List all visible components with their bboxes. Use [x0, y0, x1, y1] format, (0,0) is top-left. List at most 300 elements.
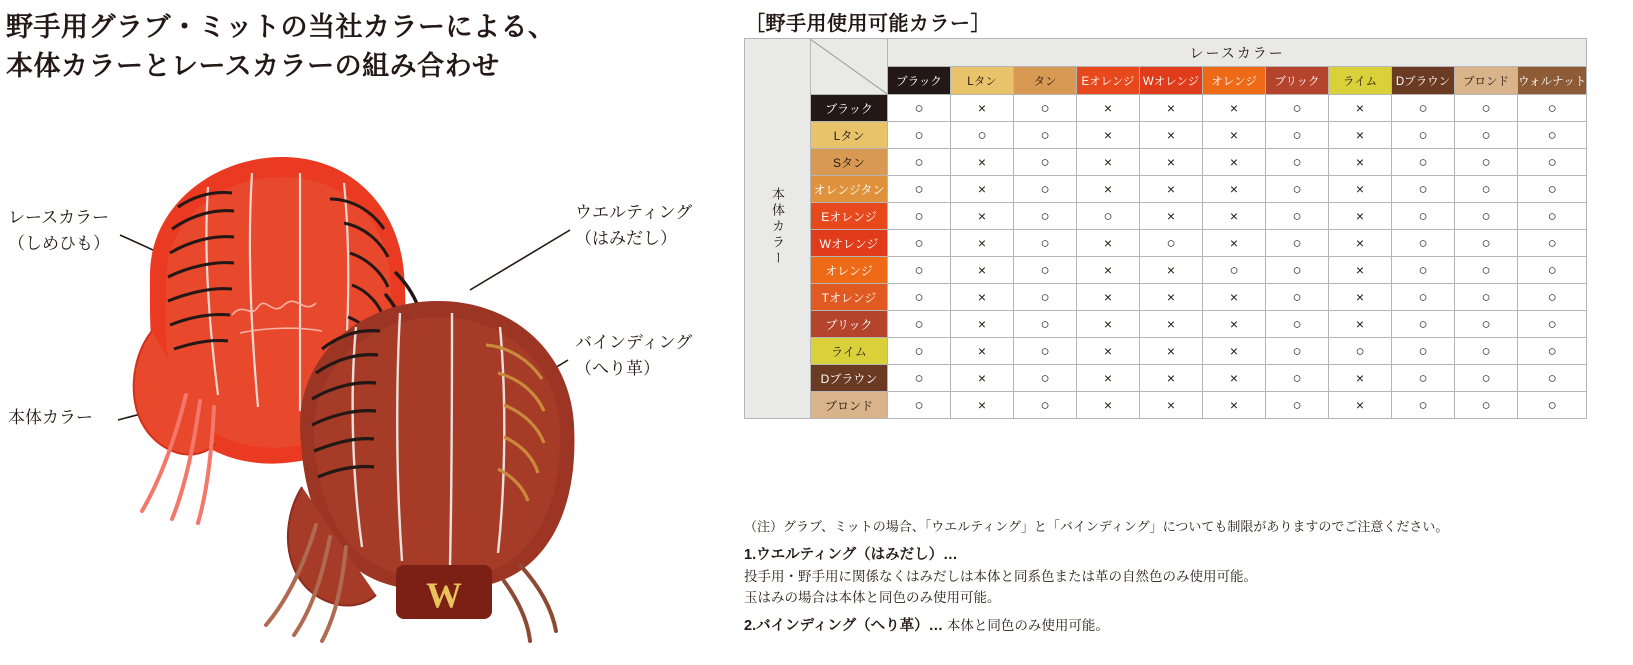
- cell-r9-c9: [1392, 311, 1455, 338]
- allowed-icon: ○: [1040, 154, 1050, 171]
- not-allowed-icon: ×: [1166, 208, 1176, 224]
- table-row: [745, 122, 1587, 149]
- allowed-icon: ○: [914, 343, 924, 360]
- cell-r7-c9: [1392, 257, 1455, 284]
- allowed-icon: ○: [1292, 208, 1302, 225]
- allowed-icon: ○: [1292, 235, 1302, 252]
- cell-r2-c3: [1014, 122, 1077, 149]
- cell-r1-c11: [1518, 95, 1587, 122]
- row-header-4: オレンジタン: [811, 176, 888, 203]
- not-allowed-icon: ×: [1229, 208, 1239, 224]
- not-allowed-icon: ×: [1355, 127, 1365, 143]
- allowed-icon: ○: [914, 154, 924, 171]
- cell-r10-c3: [1014, 338, 1077, 365]
- allowed-icon: ○: [1292, 289, 1302, 306]
- cell-r12-c8: [1329, 392, 1392, 419]
- not-allowed-icon: ×: [1355, 370, 1365, 386]
- allowed-icon: ○: [1418, 397, 1428, 414]
- left-panel: [0, 0, 760, 665]
- allowed-icon: ○: [1418, 127, 1428, 144]
- cell-r10-c8: [1329, 338, 1392, 365]
- allowed-icon: ○: [1481, 343, 1491, 360]
- right-panel: [744, 0, 1633, 665]
- table-row: [745, 392, 1587, 419]
- allowed-icon: ○: [1547, 289, 1557, 306]
- table-row: [745, 338, 1587, 365]
- callout-binding-line2: （へり革）: [575, 358, 660, 378]
- row-group-label: [745, 39, 811, 419]
- allowed-icon: ○: [1040, 397, 1050, 414]
- column-header-2: Lタン: [951, 67, 1014, 95]
- not-allowed-icon: ×: [977, 343, 987, 359]
- note-item2: [744, 615, 1624, 637]
- allowed-icon: ○: [1547, 100, 1557, 117]
- allowed-icon: ○: [1418, 154, 1428, 171]
- row-header-6: Wオレンジ: [811, 230, 888, 257]
- allowed-icon: ○: [1481, 397, 1491, 414]
- column-header-1: ブラック: [888, 67, 951, 95]
- cell-r4-c6: [1203, 176, 1266, 203]
- not-allowed-icon: ×: [1229, 289, 1239, 305]
- note-item1-line2: 玉はみの場合は本体と同色のみ使用可能。: [744, 589, 1001, 605]
- allowed-icon: ○: [1418, 316, 1428, 333]
- cell-r4-c5: [1140, 176, 1203, 203]
- table-row: [745, 365, 1587, 392]
- not-allowed-icon: ×: [977, 154, 987, 170]
- cell-r8-c8: [1329, 284, 1392, 311]
- cell-r9-c2: [951, 311, 1014, 338]
- cell-r5-c6: [1203, 203, 1266, 230]
- cell-r9-c6: [1203, 311, 1266, 338]
- cell-r11-c1: [888, 365, 951, 392]
- allowed-icon: ○: [1040, 100, 1050, 117]
- cell-r8-c9: [1392, 284, 1455, 311]
- cell-r1-c1: [888, 95, 951, 122]
- allowed-icon: ○: [914, 262, 924, 279]
- not-allowed-icon: ×: [977, 316, 987, 332]
- cell-r4-c2: [951, 176, 1014, 203]
- cell-r8-c11: [1518, 284, 1587, 311]
- row-header-10: ライム: [811, 338, 888, 365]
- cell-r6-c10: [1455, 230, 1518, 257]
- cell-r2-c4: [1077, 122, 1140, 149]
- page-title: [6, 8, 706, 86]
- allowed-icon: ○: [1418, 289, 1428, 306]
- allowed-icon: ○: [1547, 397, 1557, 414]
- cell-r6-c11: [1518, 230, 1587, 257]
- cell-r9-c4: [1077, 311, 1140, 338]
- allowed-icon: ○: [1418, 370, 1428, 387]
- allowed-icon: ○: [1481, 208, 1491, 225]
- cell-r3-c3: [1014, 149, 1077, 176]
- allowed-icon: ○: [1418, 262, 1428, 279]
- page-title-line1: 野手用グラブ・ミットの当社カラーによる、: [6, 12, 556, 42]
- cell-r7-c1: [888, 257, 951, 284]
- callout-lace-color: [8, 205, 110, 256]
- cell-r9-c3: [1014, 311, 1077, 338]
- not-allowed-icon: ×: [1166, 262, 1176, 278]
- callout-binding-line1: バインディング: [575, 333, 693, 352]
- cell-r3-c11: [1518, 149, 1587, 176]
- cell-r12-c10: [1455, 392, 1518, 419]
- not-allowed-icon: ×: [1229, 343, 1239, 359]
- cell-r7-c5: [1140, 257, 1203, 284]
- cell-r2-c6: [1203, 122, 1266, 149]
- not-allowed-icon: ×: [1166, 289, 1176, 305]
- allowed-icon: ○: [1103, 208, 1113, 225]
- column-header-7: ブリック: [1266, 67, 1329, 95]
- cell-r5-c1: [888, 203, 951, 230]
- allowed-icon: ○: [1040, 289, 1050, 306]
- cell-r3-c9: [1392, 149, 1455, 176]
- cell-r10-c10: [1455, 338, 1518, 365]
- cell-r1-c10: [1455, 95, 1518, 122]
- cell-r7-c3: [1014, 257, 1077, 284]
- row-group-label-text: 本体カラー: [770, 187, 785, 267]
- allowed-icon: ○: [1040, 262, 1050, 279]
- allowed-icon: ○: [1547, 235, 1557, 252]
- allowed-icon: ○: [1040, 127, 1050, 144]
- cell-r2-c5: [1140, 122, 1203, 149]
- note-item2-text: 本体と同色のみ使用可能。: [946, 618, 1109, 634]
- not-allowed-icon: ×: [1103, 181, 1113, 197]
- allowed-icon: ○: [1292, 181, 1302, 198]
- row-header-9: ブリック: [811, 311, 888, 338]
- cell-r11-c2: [951, 365, 1014, 392]
- cell-r2-c11: [1518, 122, 1587, 149]
- not-allowed-icon: ×: [977, 262, 987, 278]
- not-allowed-icon: ×: [1355, 154, 1365, 170]
- allowed-icon: ○: [1292, 343, 1302, 360]
- allowed-icon: ○: [1547, 154, 1557, 171]
- not-allowed-icon: ×: [1166, 370, 1176, 386]
- cell-r12-c5: [1140, 392, 1203, 419]
- not-allowed-icon: ×: [1355, 397, 1365, 413]
- not-allowed-icon: ×: [1166, 343, 1176, 359]
- cell-r4-c8: [1329, 176, 1392, 203]
- not-allowed-icon: ×: [1103, 316, 1113, 332]
- allowed-icon: ○: [1418, 235, 1428, 252]
- cell-r10-c5: [1140, 338, 1203, 365]
- cell-r11-c3: [1014, 365, 1077, 392]
- cell-r7-c7: [1266, 257, 1329, 284]
- allowed-icon: ○: [1355, 343, 1365, 360]
- not-allowed-icon: ×: [1229, 100, 1239, 116]
- allowed-icon: ○: [1481, 262, 1491, 279]
- cell-r1-c8: [1329, 95, 1392, 122]
- column-header-3: タン: [1014, 67, 1077, 95]
- cell-r5-c7: [1266, 203, 1329, 230]
- allowed-icon: ○: [914, 208, 924, 225]
- allowed-icon: ○: [1547, 343, 1557, 360]
- allowed-icon: ○: [1292, 100, 1302, 117]
- allowed-icon: ○: [1292, 127, 1302, 144]
- cell-r11-c8: [1329, 365, 1392, 392]
- row-header-2: Lタン: [811, 122, 888, 149]
- cell-r12-c9: [1392, 392, 1455, 419]
- allowed-icon: ○: [1040, 235, 1050, 252]
- cell-r3-c7: [1266, 149, 1329, 176]
- not-allowed-icon: ×: [977, 289, 987, 305]
- allowed-icon: ○: [1040, 343, 1050, 360]
- row-header-8: Tオレンジ: [811, 284, 888, 311]
- allowed-icon: ○: [1481, 154, 1491, 171]
- not-allowed-icon: ×: [1103, 343, 1113, 359]
- not-allowed-icon: ×: [1103, 100, 1113, 116]
- row-header-3: Sタン: [811, 149, 888, 176]
- cell-r9-c5: [1140, 311, 1203, 338]
- cell-r6-c1: [888, 230, 951, 257]
- allowed-icon: ○: [977, 127, 987, 144]
- cell-r12-c11: [1518, 392, 1587, 419]
- table-row: [745, 311, 1587, 338]
- cell-r6-c2: [951, 230, 1014, 257]
- table-row: [745, 284, 1587, 311]
- cell-r6-c6: [1203, 230, 1266, 257]
- allowed-icon: ○: [1292, 316, 1302, 333]
- allowed-icon: ○: [1292, 397, 1302, 414]
- cell-r6-c3: [1014, 230, 1077, 257]
- cell-r9-c11: [1518, 311, 1587, 338]
- callout-binding: [575, 330, 692, 381]
- allowed-icon: ○: [1292, 370, 1302, 387]
- allowed-icon: ○: [1040, 208, 1050, 225]
- cell-r8-c7: [1266, 284, 1329, 311]
- cell-r8-c5: [1140, 284, 1203, 311]
- cell-r5-c9: [1392, 203, 1455, 230]
- cell-r1-c6: [1203, 95, 1266, 122]
- note-item1-title: 1.ウエルティング（はみだし）…: [744, 547, 958, 564]
- cell-r12-c4: [1077, 392, 1140, 419]
- cell-r8-c1: [888, 284, 951, 311]
- cell-r8-c4: [1077, 284, 1140, 311]
- column-header-6: オレンジ: [1203, 67, 1266, 95]
- cell-r12-c1: [888, 392, 951, 419]
- allowed-icon: ○: [914, 289, 924, 306]
- cell-r11-c5: [1140, 365, 1203, 392]
- cell-r1-c2: [951, 95, 1014, 122]
- callout-lace-line2: （しめひも）: [8, 233, 110, 253]
- allowed-icon: ○: [914, 235, 924, 252]
- column-header-8: ライム: [1329, 67, 1392, 95]
- cell-r1-c4: [1077, 95, 1140, 122]
- cell-r5-c10: [1455, 203, 1518, 230]
- cell-r6-c5: [1140, 230, 1203, 257]
- allowed-icon: ○: [1229, 262, 1239, 279]
- cell-r7-c6: [1203, 257, 1266, 284]
- cell-r2-c8: [1329, 122, 1392, 149]
- chart-title: ［野手用使用可能カラー］: [745, 13, 991, 35]
- cell-r10-c2: [951, 338, 1014, 365]
- callout-welting-line1: ウエルティング: [575, 203, 693, 222]
- cell-r4-c3: [1014, 176, 1077, 203]
- allowed-icon: ○: [1547, 127, 1557, 144]
- cell-r4-c11: [1518, 176, 1587, 203]
- cell-r11-c11: [1518, 365, 1587, 392]
- allowed-icon: ○: [1481, 370, 1491, 387]
- not-allowed-icon: ×: [1229, 127, 1239, 143]
- cell-r7-c8: [1329, 257, 1392, 284]
- cell-r11-c9: [1392, 365, 1455, 392]
- table-row: [745, 149, 1587, 176]
- row-header-1: ブラック: [811, 95, 888, 122]
- row-header-11: Dブラウン: [811, 365, 888, 392]
- cell-r8-c3: [1014, 284, 1077, 311]
- cell-r3-c8: [1329, 149, 1392, 176]
- allowed-icon: ○: [1481, 181, 1491, 198]
- cell-r9-c7: [1266, 311, 1329, 338]
- not-allowed-icon: ×: [1166, 127, 1176, 143]
- cell-r7-c4: [1077, 257, 1140, 284]
- allowed-icon: ○: [1481, 100, 1491, 117]
- cell-r10-c11: [1518, 338, 1587, 365]
- row-header-12: ブロンド: [811, 392, 888, 419]
- column-header-5: Wオレンジ: [1140, 67, 1203, 95]
- cell-r1-c5: [1140, 95, 1203, 122]
- cell-r9-c10: [1455, 311, 1518, 338]
- notes-block: [744, 517, 1624, 638]
- cell-r4-c10: [1455, 176, 1518, 203]
- allowed-icon: ○: [1547, 316, 1557, 333]
- allowed-icon: ○: [1292, 154, 1302, 171]
- cell-r12-c3: [1014, 392, 1077, 419]
- cell-r5-c2: [951, 203, 1014, 230]
- cell-r10-c1: [888, 338, 951, 365]
- callout-welting: [575, 200, 692, 251]
- allowed-icon: ○: [914, 370, 924, 387]
- cell-r3-c1: [888, 149, 951, 176]
- not-allowed-icon: ×: [1103, 127, 1113, 143]
- cell-r11-c10: [1455, 365, 1518, 392]
- allowed-icon: ○: [1481, 235, 1491, 252]
- cell-r5-c3: [1014, 203, 1077, 230]
- note-item1-line1: 投手用・野手用に関係なくはみだしは本体と同系色または革の自然色のみ使用可能。: [744, 568, 1257, 584]
- table-row: [745, 176, 1587, 203]
- allowed-icon: ○: [1418, 100, 1428, 117]
- cell-r4-c7: [1266, 176, 1329, 203]
- cell-r11-c6: [1203, 365, 1266, 392]
- not-allowed-icon: ×: [1103, 262, 1113, 278]
- table-row: [745, 95, 1587, 122]
- table-row: [745, 230, 1587, 257]
- cell-r10-c4: [1077, 338, 1140, 365]
- column-header-4: Eオレンジ: [1077, 67, 1140, 95]
- not-allowed-icon: ×: [1103, 289, 1113, 305]
- note-caution: （注）グラブ、ミットの場合、「ウエルティング」と「バインディング」についても制限がありますのでご注意ください。: [744, 519, 1449, 534]
- not-allowed-icon: ×: [1166, 316, 1176, 332]
- not-allowed-icon: ×: [1229, 154, 1239, 170]
- cell-r7-c2: [951, 257, 1014, 284]
- cell-r4-c1: [888, 176, 951, 203]
- cell-r3-c10: [1455, 149, 1518, 176]
- cell-r5-c11: [1518, 203, 1587, 230]
- cell-r7-c11: [1518, 257, 1587, 284]
- col-group-label: レースカラー: [888, 39, 1587, 67]
- cell-r9-c1: [888, 311, 951, 338]
- not-allowed-icon: ×: [977, 100, 987, 116]
- not-allowed-icon: ×: [977, 370, 987, 386]
- cell-r3-c5: [1140, 149, 1203, 176]
- allowed-icon: ○: [1166, 235, 1176, 252]
- cell-r12-c7: [1266, 392, 1329, 419]
- cell-r3-c6: [1203, 149, 1266, 176]
- allowed-icon: ○: [914, 127, 924, 144]
- not-allowed-icon: ×: [1229, 397, 1239, 413]
- allowed-icon: ○: [1040, 370, 1050, 387]
- cell-r6-c8: [1329, 230, 1392, 257]
- cell-r2-c9: [1392, 122, 1455, 149]
- cell-r2-c10: [1455, 122, 1518, 149]
- cell-r4-c9: [1392, 176, 1455, 203]
- allowed-icon: ○: [914, 316, 924, 333]
- callout-welting-line2: （はみだし）: [575, 228, 677, 248]
- page-title-line2: 本体カラーとレースカラーの組み合わせ: [6, 51, 500, 82]
- row-header-5: Eオレンジ: [811, 203, 888, 230]
- allowed-icon: ○: [914, 100, 924, 117]
- table-row: [745, 203, 1587, 230]
- cell-r1-c7: [1266, 95, 1329, 122]
- not-allowed-icon: ×: [1103, 370, 1113, 386]
- cell-r5-c5: [1140, 203, 1203, 230]
- cell-r3-c4: [1077, 149, 1140, 176]
- cell-r1-c9: [1392, 95, 1455, 122]
- allowed-icon: ○: [1547, 208, 1557, 225]
- allowed-icon: ○: [1040, 181, 1050, 198]
- not-allowed-icon: ×: [1103, 235, 1113, 251]
- cell-r2-c2: [951, 122, 1014, 149]
- not-allowed-icon: ×: [977, 235, 987, 251]
- table-corner: [811, 39, 888, 95]
- not-allowed-icon: ×: [1355, 181, 1365, 197]
- allowed-icon: ○: [1481, 127, 1491, 144]
- cell-r5-c4: [1077, 203, 1140, 230]
- column-header-9: Dブラウン: [1392, 67, 1455, 95]
- cell-r10-c9: [1392, 338, 1455, 365]
- allowed-icon: ○: [914, 397, 924, 414]
- not-allowed-icon: ×: [1355, 316, 1365, 332]
- not-allowed-icon: ×: [1166, 397, 1176, 413]
- cell-r11-c4: [1077, 365, 1140, 392]
- cell-r2-c1: [888, 122, 951, 149]
- allowed-icon: ○: [1418, 343, 1428, 360]
- cell-r11-c7: [1266, 365, 1329, 392]
- not-allowed-icon: ×: [1229, 316, 1239, 332]
- allowed-icon: ○: [1418, 181, 1428, 198]
- not-allowed-icon: ×: [977, 397, 987, 413]
- row-header-7: オレンジ: [811, 257, 888, 284]
- column-header-10: ブロンド: [1455, 67, 1518, 95]
- color-combination-table: [744, 38, 1587, 419]
- allowed-icon: ○: [1481, 289, 1491, 306]
- callout-body-color: [8, 405, 93, 431]
- brand-logo-w: W: [426, 575, 462, 615]
- callout-body-line1: 本体カラー: [8, 408, 93, 427]
- allowed-icon: ○: [1040, 316, 1050, 333]
- note-item2-title: 2.バインディング（へり革）…: [744, 618, 944, 635]
- not-allowed-icon: ×: [1166, 100, 1176, 116]
- cell-r8-c10: [1455, 284, 1518, 311]
- cell-r12-c2: [951, 392, 1014, 419]
- allowed-icon: ○: [1547, 262, 1557, 279]
- allowed-icon: ○: [1547, 181, 1557, 198]
- not-allowed-icon: ×: [1229, 370, 1239, 386]
- not-allowed-icon: ×: [977, 208, 987, 224]
- allowed-icon: ○: [1547, 370, 1557, 387]
- column-header-11: ウォルナット: [1518, 67, 1587, 95]
- corner-diagonal: [811, 39, 887, 94]
- cell-r9-c8: [1329, 311, 1392, 338]
- allowed-icon: ○: [1481, 316, 1491, 333]
